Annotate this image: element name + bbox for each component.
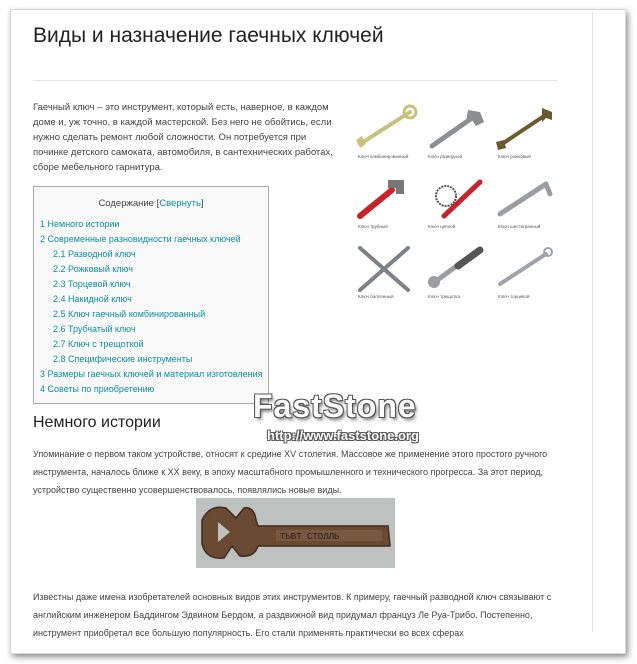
wrench-caption: Ключ комбинированный — [358, 154, 409, 159]
toc-item[interactable]: 2.7 Ключ с трещоткой — [53, 339, 144, 349]
toc-list — [34, 217, 268, 397]
open-end-wrench-icon — [492, 100, 558, 154]
toc-item[interactable]: 2.5 Ключ гаечный комбинированный — [53, 309, 206, 319]
hex-key-icon — [492, 170, 558, 224]
wrench-tile — [492, 240, 558, 304]
toc-toggle-link[interactable]: Свернуть — [159, 198, 201, 209]
history-paragraph-1: Упоминание о первом таком устройстве, относят к средине XV столетия. Массовое же применение этого простого ручного инструмента, началось ближе к XX веку, в эпоху масштабного промышленного и технического прогресса. За этот период, устройство существенно усовершенствовалось, появлялись новые виды. — [33, 449, 548, 495]
toc-item[interactable]: 2 Современные разновидности гаечных ключей — [40, 234, 241, 244]
wrench-tile — [422, 240, 488, 304]
adjustable-wrench-icon — [422, 100, 488, 154]
wrench-tile — [492, 100, 558, 164]
old-wrench-icon — [196, 498, 395, 568]
toc-header: Содержание [Свернуть] — [98, 198, 204, 209]
watermark-url: http://www.faststone.org — [267, 428, 419, 443]
wrench-caption: Ключ торцевой — [498, 294, 530, 299]
wrench-tile — [492, 170, 558, 234]
toc-item[interactable]: 2.1 Разводной ключ — [53, 249, 136, 259]
wrench-caption: Ключ цепной — [428, 224, 456, 229]
toc-item[interactable]: 2.8 Специфические инструменты — [53, 354, 193, 364]
history-paragraph-2: Известны даже имена изобретателей основных видов этих инструментов. К примеру, гаечный разводной ключ связывают с английским инженером Баддингом Эдвином Бердом, а раздвижной вид придумал француз Ле Руа-Трибо. Постепенно, инструмент приобретал все большую популярность. Его стали применять практически во всех сферах — [33, 592, 552, 638]
old-wrench-photo — [196, 498, 395, 568]
combination-wrench-icon — [352, 100, 418, 154]
toc-item[interactable]: 4 Советы по приобретению — [40, 384, 155, 394]
socket-wrench-icon — [492, 240, 558, 294]
toc-item[interactable]: 2.6 Трубчатый ключ — [53, 324, 136, 334]
wrench-caption: Ключ рожковый — [498, 154, 531, 159]
wrench-caption: Ключ разводной — [428, 154, 463, 159]
intro-paragraph: Гаечный ключ – это инструмент, который есть, наверное, в каждом доме и, уж точно, в каждой мастерской. Без него не обойтись, если нужно сделать ремонт любой сложности. Он потребуется при починке детского самоката, автомобиля, в сантехнических работах, сборе мебельного гарнитура. — [33, 102, 333, 173]
table-of-contents — [33, 186, 269, 404]
toc-item[interactable]: 3 Размеры гаечных ключей и материал изготовления — [40, 369, 263, 379]
photo-stamp: ТЬВТ СТОЛЛЬ — [280, 532, 340, 542]
wrench-tile — [422, 100, 488, 164]
ratchet-wrench-icon — [422, 240, 488, 294]
toc-title: Содержание — [98, 198, 154, 209]
lug-wrench-icon — [352, 240, 418, 294]
wrench-caption: Ключ баллонный — [358, 294, 394, 299]
scrollbar-edge — [592, 12, 593, 632]
watermark-logo: FastStone — [253, 388, 417, 424]
faststone-watermark — [253, 388, 463, 448]
chain-wrench-icon — [422, 170, 488, 224]
toc-item[interactable]: 1 Немного истории — [40, 219, 120, 229]
wrench-tile — [352, 240, 418, 304]
history-heading: Немного истории — [33, 414, 161, 431]
wrench-tile — [352, 100, 418, 164]
toc-item[interactable]: 2.4 Накидной ключ — [53, 294, 132, 304]
wrench-caption: Ключ трещотка — [428, 294, 460, 299]
wrench-tile — [422, 170, 488, 234]
toc-item[interactable]: 2.2 Рожковый ключ — [53, 264, 133, 274]
pipe-wrench-icon — [352, 170, 418, 224]
wrench-caption: Ключ трубный — [358, 224, 388, 229]
toc-item[interactable]: 2.3 Торцевой ключ — [53, 279, 131, 289]
wrench-types-image — [352, 100, 562, 300]
title-divider — [33, 80, 558, 81]
wrench-tile — [352, 170, 418, 234]
wrench-caption: Ключ шестигранный — [498, 224, 541, 229]
page-title: Виды и назначение гаечных ключей — [33, 24, 384, 47]
